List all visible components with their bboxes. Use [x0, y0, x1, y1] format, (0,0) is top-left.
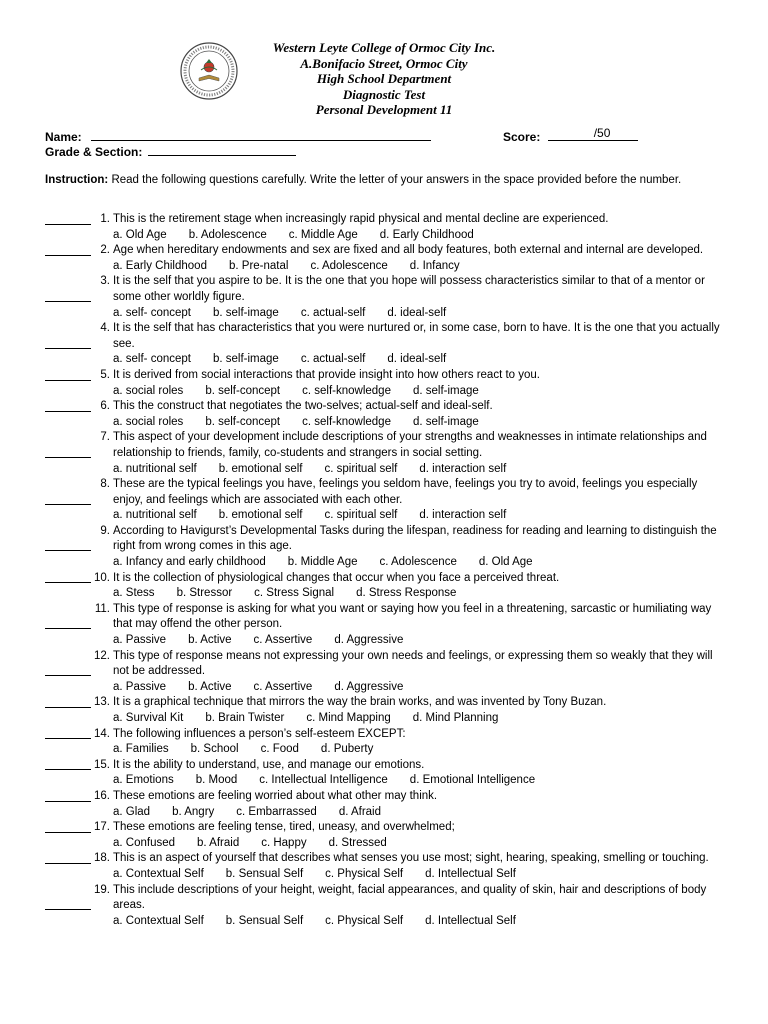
choice-list [113, 711, 768, 727]
question-item [0, 820, 768, 851]
choice-option: b. School [190, 743, 239, 756]
choice-option: d. Afraid [338, 805, 382, 818]
choice-option: a. social roles [113, 415, 184, 428]
answer-blank[interactable] [45, 504, 91, 505]
instruction-label: Instruction: [45, 174, 109, 186]
choice-option: a. Contextual Self [113, 914, 204, 927]
choice-option: d. Puberty [320, 743, 374, 756]
answer-blank[interactable] [45, 863, 91, 864]
choice-option: b. self-image [212, 353, 279, 366]
question-item [0, 602, 768, 649]
choice-list [113, 633, 768, 649]
choice-option: b. self-concept [205, 415, 281, 428]
choice-list [113, 228, 768, 244]
question-text: It is the collection of physiological changes that occur when you face a perceived threat. [113, 571, 560, 584]
grade-section-row [45, 145, 296, 159]
choice-option: b. Brain Twister [205, 712, 285, 724]
choice-list [113, 742, 768, 758]
choice-option: b. Sensual Self [225, 914, 304, 927]
choice-option: c. Intellectual Intelligence [259, 774, 388, 787]
question-item [0, 399, 768, 430]
school-name: Western Leyte College of Ormoc City Inc. [272, 40, 496, 55]
question-item [0, 477, 768, 524]
name-label: Name: [45, 130, 82, 144]
choice-option: b. emotional self [218, 509, 303, 522]
question-list [0, 212, 768, 929]
choice-option: a. Early Childhood [113, 259, 207, 272]
choice-list [113, 805, 768, 821]
choice-option: b. emotional self [218, 462, 303, 475]
choice-option: c. Adolescence [310, 259, 388, 272]
question-number: 14. [94, 727, 110, 740]
question-text: These are the typical feelings you have, feelings you seldom have, feelings you try to avoid, feelings you especially enjoy, and feelings which are associated with each other. [113, 478, 698, 506]
question-item [0, 789, 768, 820]
choice-option: c. Assertive [253, 634, 313, 647]
choice-option: a. Glad [113, 805, 151, 818]
choice-option: d. self-image [412, 415, 479, 428]
question-text: It is the self that has characteristics that you were nurtured or, in some case, born to have. It is the one that you actually see. [113, 322, 720, 350]
answer-blank[interactable] [45, 675, 91, 676]
subject-title: Personal Development 11 [315, 102, 453, 117]
choice-option: a. Contextual Self [113, 867, 204, 880]
choice-option: d. interaction self [419, 509, 507, 522]
question-number: 4. [100, 322, 110, 335]
question-item [0, 243, 768, 274]
choice-option: b. Afraid [197, 836, 240, 849]
answer-blank[interactable] [45, 224, 91, 225]
choice-option: a. Families [113, 743, 169, 756]
choice-option: d. Mind Planning [412, 712, 499, 724]
choice-option: a. nutritional self [113, 509, 197, 522]
choice-option: d. ideal-self [387, 353, 447, 366]
choice-option: b. Active [188, 680, 232, 693]
choice-option: a. Old Age [113, 228, 167, 241]
answer-blank[interactable] [45, 582, 91, 583]
choice-option: b. Sensual Self [225, 867, 304, 880]
question-text: This the construct that negotiates the two-selves; actual-self and ideal-self. [113, 400, 493, 413]
choice-list [113, 384, 768, 400]
choice-option: b. Angry [172, 805, 215, 818]
question-item [0, 758, 768, 789]
choice-option: c. Embarrassed [236, 805, 317, 818]
question-text: This aspect of your development include descriptions of your strengths and weaknesses in intimate relationships and relationship to friends, family, co-students and strangers in social setting. [113, 431, 707, 459]
question-item [0, 524, 768, 571]
question-item [0, 321, 768, 368]
choice-option: b. Pre-natal [228, 259, 289, 272]
choice-list [113, 867, 768, 883]
choice-list [113, 586, 768, 602]
question-text: These emotions are feeling worried about what other may think. [113, 789, 438, 802]
question-item [0, 571, 768, 602]
answer-blank[interactable] [45, 348, 91, 349]
question-number: 12. [94, 649, 110, 662]
document-header [0, 40, 768, 118]
question-number: 2. [100, 244, 110, 257]
question-number: 7. [100, 431, 110, 444]
answer-blank[interactable] [45, 707, 91, 708]
choice-option: d. ideal-self [387, 306, 447, 319]
question-text: Age when hereditary endowments and sex are fixed and all body features, both external and internal are developed. [113, 244, 704, 257]
answer-blank[interactable] [45, 628, 91, 629]
answer-blank[interactable] [45, 738, 91, 739]
answer-blank[interactable] [45, 909, 91, 910]
instruction-text: Read the following questions carefully. Write the letter of your answers in the space provided before the number. [108, 174, 682, 186]
answer-blank[interactable] [45, 255, 91, 256]
score-field[interactable] [548, 126, 638, 141]
choice-option: c. spiritual self [324, 509, 398, 522]
score-row [503, 126, 638, 144]
question-text: It is the ability to understand, use, and manage our emotions. [113, 758, 425, 771]
choice-option: a. Passive [113, 634, 167, 647]
answer-blank[interactable] [45, 380, 91, 381]
question-text: This is an aspect of yourself that describes what senses you use most; sight, hearing, speaking, smelling or touching. [113, 852, 709, 865]
question-text: It is derived from social interactions that provide insight into how others react to you. [113, 368, 540, 381]
choice-option: b. Stressor [176, 587, 233, 600]
choice-option: c. self-knowledge [302, 415, 391, 428]
question-item [0, 649, 768, 696]
answer-blank[interactable] [45, 801, 91, 802]
choice-option: c. Mind Mapping [306, 712, 391, 724]
choice-option: a. self- concept [113, 306, 191, 319]
choice-option: a. nutritional self [113, 462, 197, 475]
choice-option: c. Food [260, 743, 299, 756]
question-number: 10. [94, 571, 110, 584]
choice-list [113, 914, 768, 930]
name-row [45, 130, 431, 144]
choice-option: c. Physical Self [325, 867, 404, 880]
answer-blank[interactable] [45, 550, 91, 551]
choice-option: a. Stess [113, 587, 155, 600]
choice-option: a. Emotions [113, 774, 174, 787]
choice-option: d. Stressed [328, 836, 387, 849]
score-label: Score: [503, 130, 541, 144]
choice-option: c. self-knowledge [302, 384, 391, 397]
choice-option: d. Stress Response [356, 587, 457, 600]
question-text: This include descriptions of your height, weight, facial appearances, and quality of skin, hair and descriptions of body areas. [113, 883, 707, 912]
question-number: 15. [94, 758, 110, 771]
question-item [0, 851, 768, 882]
choice-option: b. Adolescence [188, 228, 267, 241]
question-number: 5. [100, 368, 110, 381]
department: High School Department [316, 71, 452, 86]
question-number: 19. [94, 883, 110, 896]
choice-list [113, 352, 768, 368]
choice-option: a. Infancy and early childhood [113, 556, 266, 569]
instruction [45, 172, 735, 188]
question-item [0, 274, 768, 321]
choice-option: a. Survival Kit [113, 712, 184, 724]
choice-option: d. Aggressive [334, 634, 404, 647]
choice-list [113, 680, 768, 696]
score-total: /50 [593, 126, 611, 140]
school-address: A.Bonifacio Street, Ormoc City [300, 55, 468, 71]
choice-option: d. Emotional Intelligence [409, 774, 536, 787]
choice-option: b. Mood [195, 774, 238, 787]
answer-blank[interactable] [45, 411, 91, 412]
choice-option: a. Passive [113, 680, 167, 693]
question-text: This is the retirement stage when increasingly rapid physical and mental decline are experienced. [113, 213, 609, 225]
choice-option: c. Happy [261, 836, 307, 849]
test-title: Diagnostic Test [342, 86, 426, 102]
choice-option: b. self-image [212, 306, 279, 319]
choice-option: c. spiritual self [324, 462, 398, 475]
choice-option: b. self-concept [205, 384, 281, 397]
question-number: 17. [94, 821, 110, 834]
question-number: 1. [100, 213, 110, 225]
choice-option: d. self-image [412, 384, 479, 397]
question-text: This type of response means not expressing your own needs and feelings, or expressing them so weakly that they will not be addressed. [113, 649, 713, 678]
answer-blank[interactable] [45, 301, 91, 302]
choice-option: c. Physical Self [325, 914, 404, 927]
choice-option: c. Middle Age [288, 228, 358, 241]
choice-list [113, 415, 768, 431]
name-field[interactable] [91, 140, 431, 141]
question-text: It is the self that you aspire to be. It is the one that you hope will possess characteristics similar to that of a mentor or some other worldly figure. [113, 275, 705, 303]
question-number: 16. [94, 789, 110, 802]
question-text: According to Havigurst’s Developmental Tasks during the lifespan, readiness for reading and learning to distinguish the right from wrong comes in this age. [113, 524, 717, 553]
grade-section-field[interactable] [148, 155, 296, 156]
question-text: These emotions are feeling tense, tired, uneasy, and overwhelmed; [113, 821, 455, 834]
question-item [0, 212, 768, 243]
choice-list [113, 773, 768, 789]
grade-section-label: Grade & Section: [45, 145, 143, 159]
choice-option: a. self- concept [113, 353, 191, 366]
answer-blank[interactable] [45, 457, 91, 458]
question-item [0, 727, 768, 758]
question-number: 3. [100, 275, 110, 288]
question-text: This type of response is asking for what you want or saying how you feel in a threatening, sarcastic or humiliating way that may offend the other person. [113, 602, 712, 631]
choice-option: c. Assertive [253, 680, 313, 693]
question-number: 9. [100, 524, 110, 537]
choice-option: d. interaction self [419, 462, 507, 475]
question-number: 8. [100, 478, 110, 491]
choice-list [113, 555, 768, 571]
question-item [0, 430, 768, 477]
choice-option: b. Middle Age [287, 556, 358, 569]
question-item [0, 695, 768, 726]
question-number: 18. [94, 852, 110, 865]
question-text: It is a graphical technique that mirrors the way the brain works, and was invented by Tony Buzan. [113, 696, 607, 709]
question-item [0, 368, 768, 399]
choice-option: c. Adolescence [379, 556, 457, 569]
choice-option: c. Stress Signal [254, 587, 335, 600]
choice-option: d. Aggressive [334, 680, 404, 693]
question-text: The following influences a person’s self-esteem EXCEPT: [113, 727, 406, 740]
choice-option: d. Early Childhood [379, 228, 474, 241]
question-number: 6. [100, 400, 110, 413]
choice-option: c. actual-self [300, 353, 366, 366]
choice-option: a. Confused [113, 836, 176, 849]
choice-list [113, 306, 768, 322]
choice-list [113, 836, 768, 852]
question-number: 11. [94, 602, 110, 615]
choice-option: c. actual-self [300, 306, 366, 319]
choice-option: d. Intellectual Self [425, 914, 516, 927]
question-item [0, 883, 768, 930]
choice-option: a. social roles [113, 384, 184, 397]
choice-option: b. Active [188, 634, 232, 647]
answer-blank[interactable] [45, 769, 91, 770]
question-number: 13. [94, 696, 110, 709]
choice-option: d. Infancy [409, 259, 460, 272]
choice-list [113, 259, 768, 275]
choice-option: d. Intellectual Self [425, 867, 516, 880]
answer-blank[interactable] [45, 832, 91, 833]
choice-option: d. Old Age [478, 556, 533, 569]
choice-list [113, 508, 768, 524]
choice-list [113, 462, 768, 478]
